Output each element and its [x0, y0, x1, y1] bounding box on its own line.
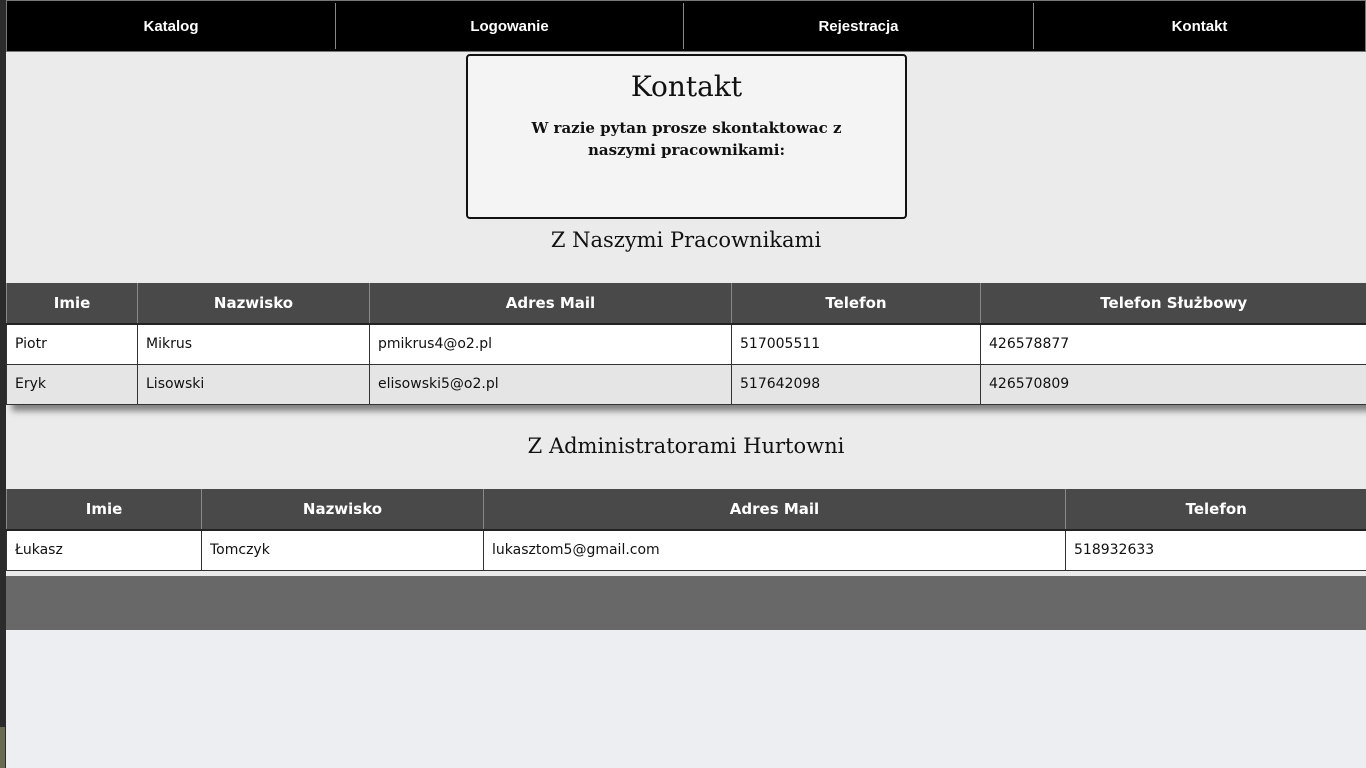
cell-email: elisowski5@o2.pl	[370, 364, 732, 404]
contact-text: W razie pytan prosze skontaktowac z naszymi pracownikami:	[531, 119, 842, 159]
contact-box	[466, 54, 907, 219]
cell-work-phone: 426570809	[981, 364, 1366, 404]
cell-phone: 517642098	[732, 364, 981, 404]
table-row	[7, 364, 1366, 404]
cell-first-name: Piotr	[7, 324, 138, 364]
table-row	[7, 530, 1366, 570]
cell-work-phone: 426578877	[981, 324, 1366, 364]
column-header: Telefon	[1066, 489, 1366, 530]
cell-email: lukasztom5@gmail.com	[484, 530, 1066, 570]
column-header: Nazwisko	[202, 489, 484, 530]
cell-last-name: Lisowski	[138, 364, 370, 404]
column-header: Imie	[7, 283, 138, 324]
admins-table	[6, 489, 1366, 571]
admins-heading: Z Administratorami Hurtowni	[527, 434, 845, 458]
cell-email: pmikrus4@o2.pl	[370, 324, 732, 364]
column-header: Telefon	[732, 283, 981, 324]
column-header: Adres Mail	[370, 283, 732, 324]
cell-last-name: Tomczyk	[202, 530, 484, 570]
table-header-row	[7, 489, 1366, 530]
cell-phone: 517005511	[732, 324, 981, 364]
left-edge-tab	[0, 727, 5, 768]
column-header: Telefon Służbowy	[981, 283, 1366, 324]
column-header: Imie	[7, 489, 202, 530]
main-content	[6, 52, 1366, 630]
cell-first-name: Eryk	[7, 364, 138, 404]
employees-heading: Z Naszymi Pracownikami	[550, 228, 822, 252]
employees-table	[6, 283, 1366, 405]
nav-rejestracja[interactable]: Rejestracja	[684, 3, 1034, 49]
column-header: Nazwisko	[138, 283, 370, 324]
table-row	[7, 324, 1366, 364]
cell-first-name: Łukasz	[7, 530, 202, 570]
table-header-row	[7, 283, 1366, 324]
nav-katalog[interactable]: Katalog	[7, 3, 336, 49]
cell-last-name: Mikrus	[138, 324, 370, 364]
top-navbar	[6, 0, 1366, 52]
nav-kontakt[interactable]: Kontakt	[1171, 17, 1228, 35]
cell-phone: 518932633	[1066, 530, 1366, 570]
footer-bar	[6, 576, 1366, 630]
column-header: Adres Mail	[484, 489, 1066, 530]
contact-title: Kontakt	[630, 70, 743, 103]
nav-logowanie[interactable]: Logowanie	[336, 3, 684, 49]
